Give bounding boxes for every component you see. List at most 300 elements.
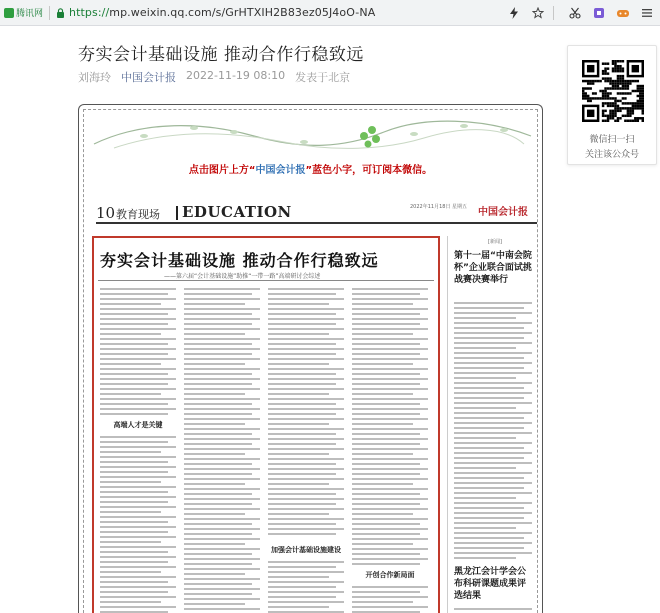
text-line xyxy=(184,413,252,415)
text-line xyxy=(352,408,428,410)
text-line xyxy=(454,552,532,554)
text-line xyxy=(100,476,176,478)
text-line xyxy=(268,453,329,455)
text-line xyxy=(268,576,329,578)
newspaper-image[interactable] xyxy=(78,104,543,613)
text-line xyxy=(268,413,336,415)
text-line xyxy=(184,563,252,565)
text-line xyxy=(268,523,336,525)
text-line xyxy=(100,471,168,473)
text-line xyxy=(352,553,420,555)
text-line xyxy=(352,508,428,510)
text-line xyxy=(100,408,176,410)
text-line xyxy=(268,518,344,520)
text-line xyxy=(352,563,420,565)
text-line xyxy=(352,586,428,588)
text-line xyxy=(352,513,413,515)
text-line xyxy=(184,568,260,570)
text-line xyxy=(454,362,532,364)
text-line xyxy=(352,503,420,505)
text-line xyxy=(268,318,344,320)
text-line xyxy=(268,393,329,395)
story-subhead-2: 加强会计基础设施建设 xyxy=(271,546,341,554)
text-line xyxy=(268,596,336,598)
text-line xyxy=(184,293,252,295)
text-line xyxy=(100,601,161,603)
text-line xyxy=(352,313,420,315)
text-line xyxy=(454,487,524,489)
text-line xyxy=(184,483,245,485)
text-line xyxy=(100,516,176,518)
text-line xyxy=(100,581,168,583)
text-line xyxy=(100,591,168,593)
text-line xyxy=(100,413,168,415)
text-line xyxy=(352,443,420,445)
divider xyxy=(49,6,50,20)
text-line xyxy=(454,317,516,319)
text-line xyxy=(268,343,336,345)
text-line xyxy=(184,473,252,475)
text-line xyxy=(100,511,161,513)
qr-caption-line1: 微信扫一扫 xyxy=(589,135,635,145)
text-line xyxy=(268,458,344,460)
text-line xyxy=(352,338,428,340)
text-line xyxy=(100,466,176,468)
main-story xyxy=(92,236,440,613)
text-line xyxy=(454,417,524,419)
text-line xyxy=(100,288,176,290)
text-line xyxy=(268,493,336,495)
text-line xyxy=(100,378,176,380)
text-line xyxy=(184,363,245,365)
text-line xyxy=(184,313,252,315)
text-line xyxy=(454,367,524,369)
text-line xyxy=(100,551,168,553)
text-line xyxy=(184,338,260,340)
text-line xyxy=(352,308,428,310)
text-line xyxy=(454,542,532,544)
text-line xyxy=(268,383,336,385)
text-line xyxy=(100,383,168,385)
text-line xyxy=(352,591,420,593)
text-line xyxy=(454,347,516,349)
text-line xyxy=(184,508,260,510)
text-line xyxy=(268,403,336,405)
text-line xyxy=(352,428,428,430)
text-line xyxy=(100,586,176,588)
text-line xyxy=(268,581,344,583)
text-line xyxy=(454,462,532,464)
text-line xyxy=(268,478,344,480)
text-line xyxy=(352,483,413,485)
text-line xyxy=(100,486,176,488)
text-line xyxy=(454,437,516,439)
text-line xyxy=(100,308,176,310)
text-line xyxy=(454,382,532,384)
text-line xyxy=(454,452,532,454)
text-line xyxy=(100,338,176,340)
text-line xyxy=(184,593,252,595)
text-line xyxy=(184,323,252,325)
text-line xyxy=(352,493,420,495)
text-line xyxy=(184,603,245,605)
text-line xyxy=(100,373,168,375)
text-line xyxy=(268,388,344,390)
text-line xyxy=(184,358,260,360)
text-line xyxy=(184,543,245,545)
text-line xyxy=(352,433,420,435)
text-line xyxy=(454,482,532,484)
text-line xyxy=(454,342,532,344)
text-line xyxy=(454,387,524,389)
text-line xyxy=(100,501,168,503)
text-line xyxy=(268,591,344,593)
text-line xyxy=(454,492,532,494)
text-line xyxy=(352,293,420,295)
text-line xyxy=(184,383,252,385)
subscribe-hint: 点击图片上方“中国会计报”蓝色小字，可订阅本微信。 xyxy=(188,165,433,176)
text-line xyxy=(100,561,168,563)
article-meta xyxy=(78,69,360,85)
text-line xyxy=(184,403,252,405)
paper-date: 2022年11月18日 星期五 xyxy=(410,204,468,210)
text-line xyxy=(454,402,532,404)
text-line xyxy=(454,372,532,374)
text-line xyxy=(268,606,329,608)
text-line xyxy=(352,448,428,450)
text-line xyxy=(268,528,344,530)
text-line xyxy=(268,338,344,340)
publish-location: 发表于北京 xyxy=(295,71,351,84)
text-line xyxy=(268,443,336,445)
text-line xyxy=(454,302,532,304)
text-line xyxy=(454,332,532,334)
text-line xyxy=(100,333,161,335)
text-line xyxy=(352,538,428,540)
text-line xyxy=(268,498,344,500)
text-line xyxy=(352,453,413,455)
text-line xyxy=(268,448,344,450)
text-line xyxy=(454,327,524,329)
site-badge[interactable] xyxy=(4,6,43,19)
text-line xyxy=(454,527,516,529)
publish-datetime: 2022-11-19 08:10 xyxy=(186,69,286,82)
star-icon[interactable] xyxy=(529,4,547,22)
text-line xyxy=(100,546,176,548)
extension-icon[interactable] xyxy=(590,4,608,22)
text-line xyxy=(100,456,176,458)
text-line xyxy=(184,428,260,430)
text-line xyxy=(268,561,344,563)
text-line xyxy=(268,428,344,430)
text-line xyxy=(454,517,524,519)
sidebar-text-1 xyxy=(454,302,532,562)
text-line xyxy=(268,378,344,380)
text-line xyxy=(352,333,413,335)
text-line xyxy=(268,488,344,490)
text-line xyxy=(100,536,176,538)
text-line xyxy=(184,538,260,540)
text-line xyxy=(352,388,428,390)
text-line xyxy=(184,463,252,465)
text-line xyxy=(454,442,532,444)
text-line xyxy=(268,468,344,470)
qr-code-icon xyxy=(582,60,644,122)
text-line xyxy=(184,573,245,575)
text-line xyxy=(352,373,420,375)
page-category: 教育现场 xyxy=(116,208,160,221)
text-line xyxy=(268,571,344,573)
text-line xyxy=(184,368,260,370)
text-line xyxy=(268,298,344,300)
text-line xyxy=(184,478,260,480)
text-line xyxy=(352,463,420,465)
sidebar-tag: [新闻] xyxy=(488,239,502,245)
text-line xyxy=(352,528,428,530)
text-line xyxy=(454,422,532,424)
text-line xyxy=(268,533,336,535)
text-line xyxy=(454,357,524,359)
text-line xyxy=(268,433,336,435)
text-line xyxy=(268,303,329,305)
text-line xyxy=(454,477,524,479)
scissors-icon[interactable] xyxy=(566,4,584,22)
text-line xyxy=(268,408,344,410)
text-line xyxy=(268,358,344,360)
text-line xyxy=(100,403,168,405)
text-line xyxy=(268,601,344,603)
text-line xyxy=(184,533,252,535)
text-line xyxy=(100,556,176,558)
text-line xyxy=(100,606,176,608)
text-line xyxy=(184,303,245,305)
text-line xyxy=(352,343,420,345)
text-line xyxy=(100,566,176,568)
text-line xyxy=(184,378,260,380)
story-column-1 xyxy=(100,288,176,613)
text-line xyxy=(352,478,428,480)
text-line xyxy=(268,333,329,335)
text-line xyxy=(352,383,420,385)
text-line xyxy=(454,547,524,549)
text-line xyxy=(184,423,245,425)
text-line xyxy=(184,328,260,330)
qr-caption-line2: 关注该公众号 xyxy=(584,150,639,160)
text-line xyxy=(100,313,168,315)
text-line xyxy=(100,496,176,498)
text-line xyxy=(184,503,252,505)
page-english-title: EDUCATION xyxy=(182,203,292,221)
text-line xyxy=(184,308,260,310)
sidebar-headline-2: 黑龙江会计学会公布科研课题成果评选结果 xyxy=(454,567,527,601)
text-line xyxy=(352,398,428,400)
text-line xyxy=(454,457,524,459)
text-line xyxy=(184,528,260,530)
text-line xyxy=(454,447,524,449)
text-line xyxy=(352,353,420,355)
lightning-icon[interactable] xyxy=(505,4,523,22)
text-line xyxy=(184,558,260,560)
text-line xyxy=(454,512,532,514)
text-line xyxy=(454,432,532,434)
text-line xyxy=(268,508,344,510)
qr-code-card xyxy=(567,45,657,165)
story-column-4 xyxy=(352,288,428,613)
text-line xyxy=(268,308,344,310)
text-line xyxy=(184,498,260,500)
text-line xyxy=(268,368,344,370)
text-line xyxy=(184,373,252,375)
text-line xyxy=(352,403,420,405)
news-sidebar xyxy=(447,236,533,613)
text-line xyxy=(100,398,176,400)
text-line xyxy=(268,328,344,330)
url-field[interactable]: https://mp.weixin.qq.com/s/GrHTXIH2B83ez05J4oO-NA xyxy=(69,6,376,19)
text-line xyxy=(100,353,168,355)
text-line xyxy=(352,368,428,370)
text-line xyxy=(352,423,413,425)
text-line xyxy=(352,393,413,395)
text-line xyxy=(100,436,176,438)
vine-decoration-icon xyxy=(84,114,541,158)
text-line xyxy=(352,473,420,475)
text-line xyxy=(184,588,260,590)
hint-account[interactable]: 中国会计报 xyxy=(255,165,306,176)
text-line xyxy=(352,328,428,330)
text-line xyxy=(268,363,329,365)
text-line xyxy=(454,337,524,339)
text-line xyxy=(100,506,176,508)
text-line xyxy=(268,288,344,290)
text-line xyxy=(454,502,532,504)
newspaper-page-header xyxy=(96,202,537,224)
more-icon[interactable] xyxy=(638,4,656,22)
text-line xyxy=(100,461,168,463)
text-line xyxy=(454,507,524,509)
story-column-2 xyxy=(184,288,260,613)
text-line xyxy=(352,418,428,420)
text-line xyxy=(100,368,176,370)
text-line xyxy=(352,488,428,490)
text-line xyxy=(100,323,168,325)
text-line xyxy=(268,463,336,465)
text-line xyxy=(352,606,428,608)
text-line xyxy=(184,398,260,400)
text-line xyxy=(454,307,524,309)
text-line xyxy=(352,558,428,560)
page-number: 10 xyxy=(96,204,116,222)
text-line xyxy=(454,522,532,524)
text-line xyxy=(352,323,420,325)
lock-icon[interactable] xyxy=(56,8,65,18)
text-line xyxy=(268,503,336,505)
text-line xyxy=(100,576,176,578)
text-line xyxy=(100,446,176,448)
text-line xyxy=(100,481,161,483)
text-line xyxy=(352,348,428,350)
sidebar-text-2 xyxy=(454,608,532,613)
text-line xyxy=(268,398,344,400)
text-line xyxy=(184,578,260,580)
text-line xyxy=(100,343,168,345)
text-line xyxy=(352,601,413,603)
text-line xyxy=(100,571,161,573)
text-line xyxy=(352,523,420,525)
text-line xyxy=(352,596,428,598)
text-line xyxy=(100,521,168,523)
text-line xyxy=(454,322,532,324)
text-line xyxy=(100,541,161,543)
text-line xyxy=(184,438,260,440)
text-line xyxy=(454,467,516,469)
text-line xyxy=(454,608,532,610)
text-line xyxy=(100,363,161,365)
text-line xyxy=(268,353,336,355)
text-line xyxy=(184,583,252,585)
text-line xyxy=(454,427,524,429)
story-subhead-1: 高端人才是关键 xyxy=(113,421,163,429)
text-line xyxy=(184,318,260,320)
text-line xyxy=(100,393,161,395)
text-line xyxy=(184,488,260,490)
text-line xyxy=(184,518,260,520)
text-line xyxy=(100,318,176,320)
story-subtitle: ——第六届“会计基础设施”助推“一带一路”高端研讨会综述 xyxy=(164,273,321,280)
text-line xyxy=(268,323,336,325)
divider xyxy=(553,6,554,20)
text-line xyxy=(100,596,176,598)
text-line xyxy=(352,363,413,365)
text-line xyxy=(352,458,428,460)
text-line xyxy=(352,318,428,320)
divider xyxy=(98,280,434,281)
text-line xyxy=(184,598,260,600)
text-line xyxy=(184,348,260,350)
text-line xyxy=(184,333,245,335)
tencent-logo-icon xyxy=(4,8,14,18)
paper-logo: 中国会计报 xyxy=(478,207,528,218)
text-line xyxy=(454,352,532,354)
browser-address-bar xyxy=(0,0,660,26)
text-line xyxy=(100,388,176,390)
text-line xyxy=(454,407,516,409)
text-line xyxy=(352,288,428,290)
text-line xyxy=(268,423,329,425)
text-line xyxy=(184,418,260,420)
text-line xyxy=(268,473,336,475)
text-line xyxy=(184,548,260,550)
text-line xyxy=(184,388,260,390)
account-link[interactable]: 中国会计报 xyxy=(121,71,176,84)
text-line xyxy=(454,532,532,534)
game-icon[interactable] xyxy=(614,4,632,22)
text-line xyxy=(100,441,168,443)
text-line xyxy=(268,566,336,568)
text-line xyxy=(100,531,168,533)
text-line xyxy=(352,518,428,520)
text-line xyxy=(352,413,420,415)
text-line xyxy=(184,458,260,460)
text-line xyxy=(184,353,252,355)
story-title: 夯实会计基础设施 推动合作行稳致远 xyxy=(100,251,379,270)
text-line xyxy=(184,553,252,555)
text-line xyxy=(454,497,516,499)
text-line xyxy=(100,451,161,453)
story-column-3 xyxy=(268,288,344,613)
text-line xyxy=(184,298,260,300)
text-line xyxy=(454,537,524,539)
text-line xyxy=(352,543,413,545)
